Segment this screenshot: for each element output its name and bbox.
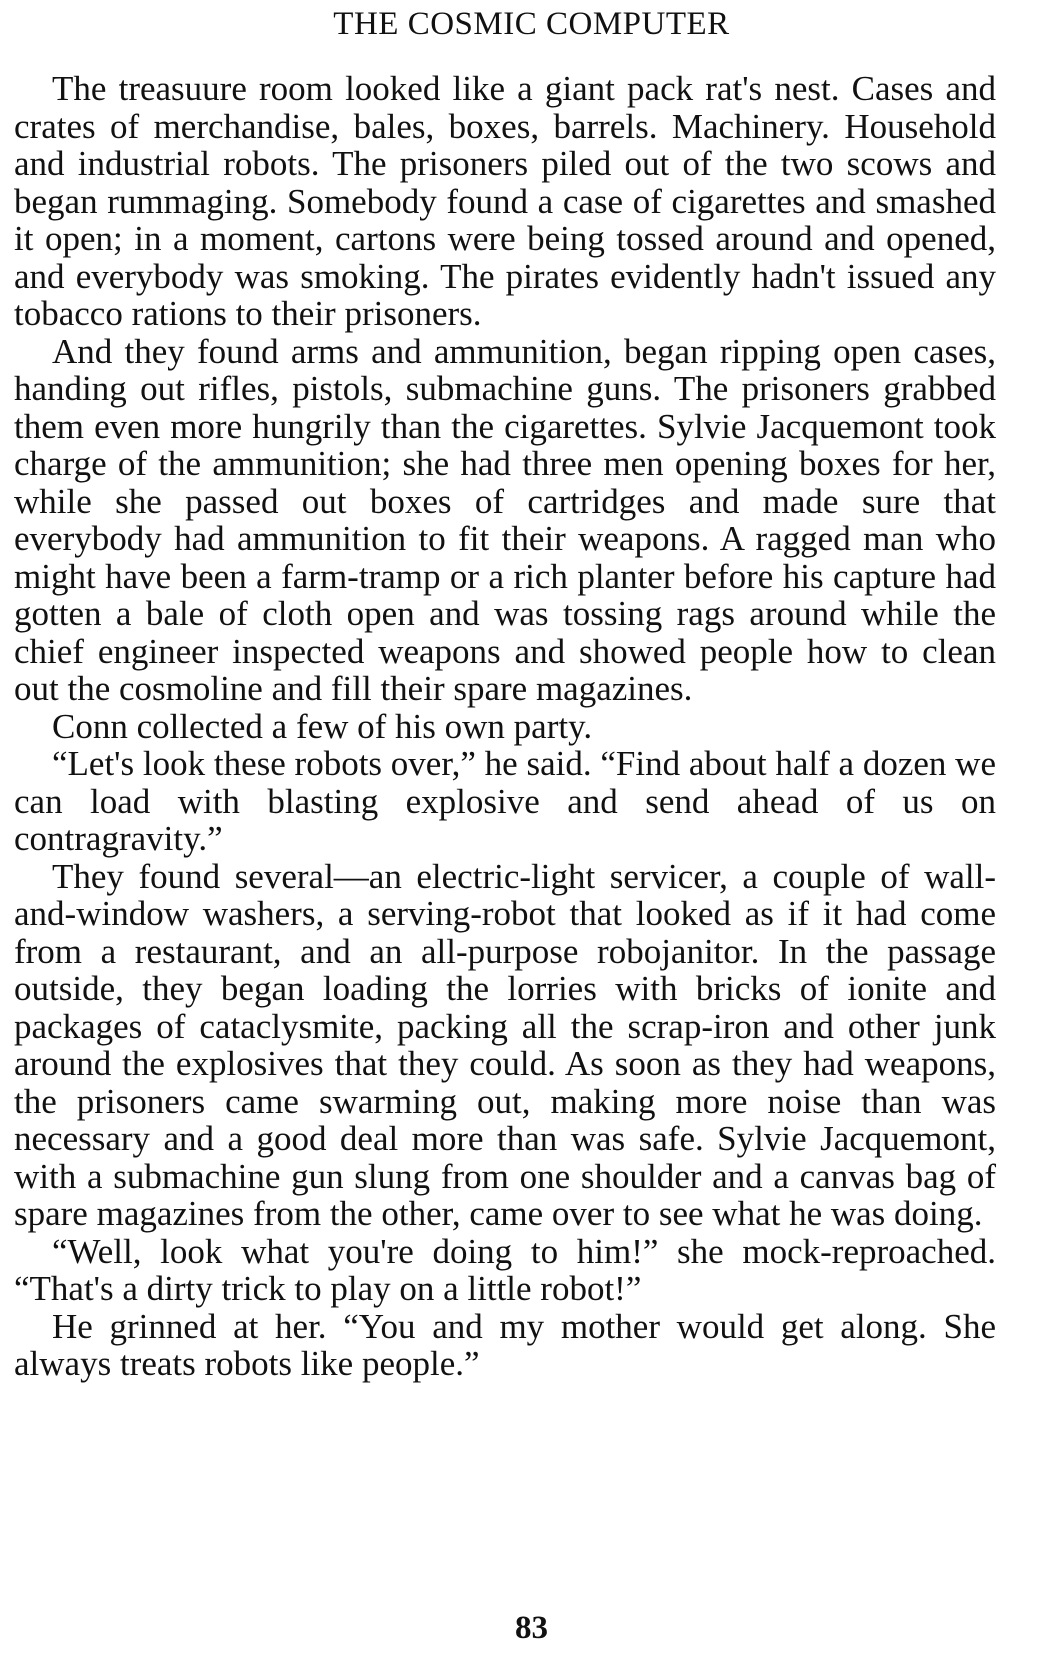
- paragraph: He grinned at her. “You and my mother would get along. She always treats robots like people.”: [14, 1306, 996, 1383]
- paragraph: The treasuure room looked like a giant pack rat's nest. Cases and crates of merchandise, bales, boxes, barrels. Machinery. Household and industrial robots. The prisoners piled out of the two scows and began rummaging. Somebody found a case of cigarettes and smashed it open; in a moment, cartons were being tossed around and opened, and everybody was smoking. The pirates evidently hadn't issued any tobacco rations to their prisoners.: [14, 69, 996, 333]
- paragraph: “Let's look these robots over,” he said. “Find about half a dozen we can load with blasting explosive and send ahead of us on contragravity.”: [14, 744, 996, 858]
- body-text: [14, 70, 996, 1383]
- paragraph: They found several—an electric-light servicer, a couple of wall-and-window washers, a serving-robot that looked as if it had come from a restaurant, and an all-purpose robojanitor. In the passage outside, they began loading the lorries with bricks of ionite and packages of cataclysmite, packing all the scrap-iron and other junk around the explosives that they could. As soon as they had weapons, the prisoners came swarming out, making more noise than was necessary and a good deal more than was safe. Sylvie Jacquemont, with a submachine gun slung from one shoulder and a canvas bag of spare magazines from the other, came over to see what he was doing.: [14, 856, 996, 1233]
- paragraph: “Well, look what you're doing to him!” she mock-reproached. “That's a dirty trick to play on a little robot!”: [14, 1231, 996, 1308]
- running-head: THE COSMIC COMPUTER: [333, 6, 730, 42]
- page-number: 83: [515, 1610, 548, 1646]
- paragraph: And they found arms and ammunition, began ripping open cases, handing out rifles, pistols, submachine guns. The prisoners grabbed them even more hungrily than the cigarettes. Sylvie Jacquemont took charge of the ammunition; she had three men opening boxes for her, while she passed out boxes of cartridges and made sure that everybody had ammunition to fit their weapons. A ragged man who might have been a farm-tramp or a rich planter before his capture had gotten a bale of cloth open and was tossing rags around while the chief engineer inspected weapons and showed people how to clean out the cosmoline and fill their spare magazines.: [14, 331, 996, 708]
- paragraph: Conn collected a few of his own party.: [52, 706, 593, 746]
